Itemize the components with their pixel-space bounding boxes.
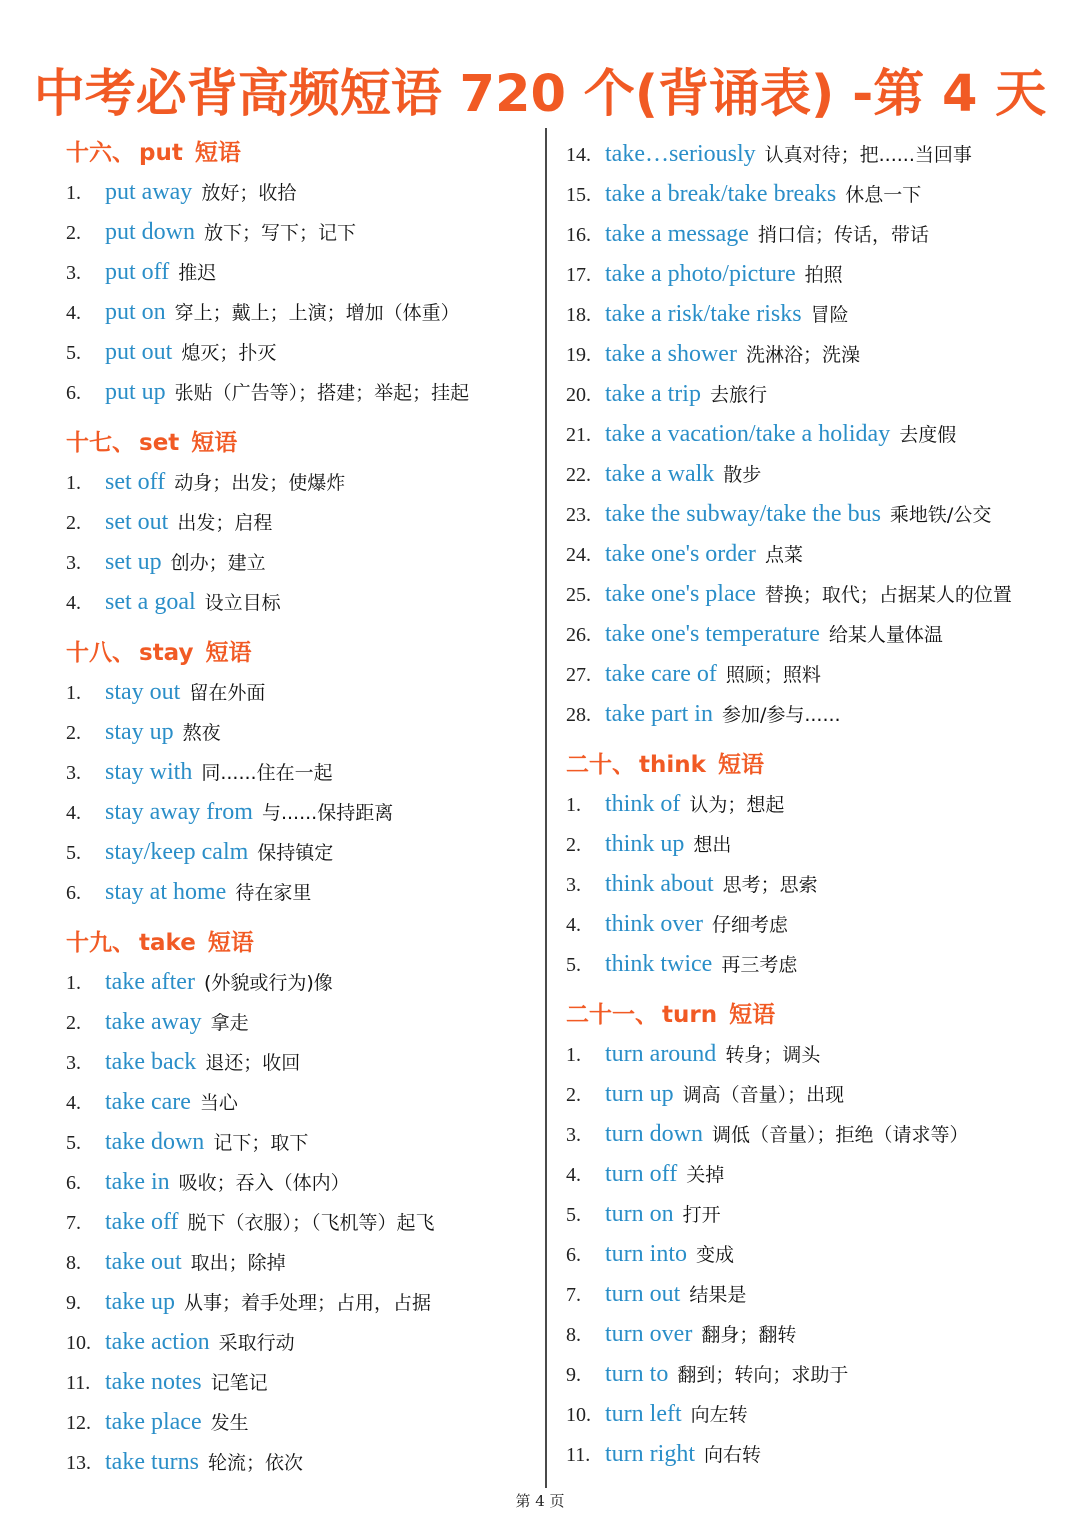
english-phrase: take care of xyxy=(605,661,717,687)
phrase-item xyxy=(566,1314,1066,1354)
chinese-meaning: 去度假 xyxy=(899,424,957,446)
phrase-item xyxy=(66,1202,536,1242)
phrase-item xyxy=(566,414,1066,454)
chinese-meaning: 捎口信；传话，带话 xyxy=(757,224,929,246)
chinese-meaning: 取出；除掉 xyxy=(190,1252,286,1274)
phrase-item xyxy=(566,1154,1066,1194)
item-number: 5. xyxy=(66,1132,81,1154)
section-keyword: take xyxy=(139,930,196,956)
chinese-meaning: 点菜 xyxy=(764,544,803,566)
item-number: 3. xyxy=(566,1124,581,1146)
phrase-item xyxy=(566,294,1066,334)
item-number: 26. xyxy=(566,624,591,646)
item-number: 6. xyxy=(66,1172,81,1194)
english-phrase: think of xyxy=(605,791,681,817)
chinese-meaning: 调高（音量）；出现 xyxy=(682,1084,845,1106)
phrase-item xyxy=(66,1042,536,1082)
english-phrase: take one's order xyxy=(605,541,756,567)
item-number: 3. xyxy=(66,262,81,284)
english-phrase: take down xyxy=(105,1129,205,1155)
phrase-item xyxy=(566,784,1066,824)
chinese-meaning: 拿走 xyxy=(210,1012,249,1034)
english-phrase: turn down xyxy=(605,1121,703,1147)
item-number: 4. xyxy=(66,802,81,824)
chinese-meaning: 休息一下 xyxy=(845,184,922,206)
phrase-item xyxy=(566,254,1066,294)
english-phrase: set up xyxy=(105,549,162,575)
column-divider xyxy=(545,128,547,1488)
chinese-meaning: 乘地铁/公交 xyxy=(889,504,992,526)
phrase-item xyxy=(66,792,536,832)
phrase-item xyxy=(66,962,536,1002)
section-number: 二十、 xyxy=(566,752,635,778)
item-number: 4. xyxy=(66,302,81,324)
phrase-item xyxy=(566,134,1066,174)
phrase-item xyxy=(66,1242,536,1282)
item-number: 18. xyxy=(566,304,591,326)
phrase-item xyxy=(566,694,1066,734)
section-heading-put xyxy=(66,134,536,172)
phrase-item xyxy=(566,1434,1066,1474)
chinese-meaning: 翻身；翻转 xyxy=(701,1324,797,1346)
item-number: 24. xyxy=(566,544,591,566)
chinese-meaning: 与......保持距离 xyxy=(261,802,394,824)
phrase-item xyxy=(66,1162,536,1202)
english-phrase: take a vacation/take a holiday xyxy=(605,421,891,447)
item-number: 4. xyxy=(566,914,581,936)
section-heading-turn xyxy=(566,996,1066,1034)
phrase-item xyxy=(566,824,1066,864)
item-number: 5. xyxy=(566,954,581,976)
english-phrase: stay with xyxy=(105,759,193,785)
chinese-meaning: 变成 xyxy=(696,1244,735,1266)
section-number: 十七、 xyxy=(66,430,135,456)
item-number: 17. xyxy=(566,264,591,286)
english-phrase: stay/keep calm xyxy=(105,839,249,865)
page-title: 中考必背高频短语 720 个(背诵表) -第 4 天 xyxy=(33,65,1047,124)
english-phrase: turn off xyxy=(605,1161,678,1187)
chinese-meaning: 翻到；转向；求助于 xyxy=(677,1364,849,1386)
item-number: 22. xyxy=(566,464,591,486)
english-phrase: think about xyxy=(605,871,714,897)
english-phrase: take a break/take breaks xyxy=(605,181,837,207)
chinese-meaning: 参加/参与...... xyxy=(721,704,841,726)
item-number: 8. xyxy=(566,1324,581,1346)
phrase-item xyxy=(566,904,1066,944)
item-number: 21. xyxy=(566,424,591,446)
english-phrase: take turns xyxy=(105,1449,199,1475)
item-number: 2. xyxy=(66,1012,81,1034)
chinese-meaning: 去旅行 xyxy=(709,384,767,406)
phrase-item xyxy=(66,172,536,212)
english-phrase: stay away from xyxy=(105,799,253,825)
phrase-item xyxy=(66,832,536,872)
item-number: 1. xyxy=(566,794,581,816)
section-keyword: stay xyxy=(139,640,194,666)
section-suffix: 短语 xyxy=(717,752,764,778)
item-number: 1. xyxy=(66,682,81,704)
english-phrase: take after xyxy=(105,969,195,995)
item-number: 12. xyxy=(66,1412,91,1434)
phrase-item xyxy=(66,252,536,292)
phrase-item xyxy=(566,614,1066,654)
english-phrase: take a trip xyxy=(605,381,701,407)
section-heading-stay xyxy=(66,634,536,672)
english-phrase: put out xyxy=(105,339,173,365)
english-phrase: turn over xyxy=(605,1321,693,1347)
item-number: 1. xyxy=(566,1044,581,1066)
english-phrase: stay out xyxy=(105,679,181,705)
chinese-meaning: 记笔记 xyxy=(210,1372,268,1394)
chinese-meaning: 同......住在一起 xyxy=(201,762,333,784)
phrase-item xyxy=(566,654,1066,694)
english-phrase: take part in xyxy=(605,701,713,727)
chinese-meaning: 保持镇定 xyxy=(257,842,334,864)
english-phrase: take place xyxy=(105,1409,202,1435)
item-number: 6. xyxy=(66,382,81,404)
english-phrase: think twice xyxy=(605,951,713,977)
item-number: 1. xyxy=(66,972,81,994)
chinese-meaning: 创办；建立 xyxy=(170,552,266,574)
phrase-item xyxy=(66,582,536,622)
chinese-meaning: (外貌或行为)像 xyxy=(203,972,333,994)
phrase-item xyxy=(566,174,1066,214)
chinese-meaning: 仔细考虑 xyxy=(711,914,788,936)
item-number: 25. xyxy=(566,584,591,606)
english-phrase: put on xyxy=(105,299,166,325)
phrase-item xyxy=(66,372,536,412)
english-phrase: turn out xyxy=(605,1281,681,1307)
item-number: 2. xyxy=(566,834,581,856)
phrase-item xyxy=(66,1002,536,1042)
english-phrase: put off xyxy=(105,259,170,285)
section-keyword: set xyxy=(139,430,180,456)
chinese-meaning: 出发；启程 xyxy=(177,512,273,534)
chinese-meaning: 给某人量体温 xyxy=(828,624,943,646)
phrase-item xyxy=(66,1082,536,1122)
chinese-meaning: 动身；出发；使爆炸 xyxy=(174,472,346,494)
chinese-meaning: 轮流；依次 xyxy=(207,1452,303,1474)
phrase-item xyxy=(66,1362,536,1402)
english-phrase: take out xyxy=(105,1249,182,1275)
item-number: 4. xyxy=(66,592,81,614)
item-number: 4. xyxy=(66,1092,81,1114)
chinese-meaning: 吸收；吞入（体内） xyxy=(178,1172,350,1194)
section-keyword: put xyxy=(139,140,183,166)
section-number: 二十一、 xyxy=(566,1002,658,1028)
english-phrase: take a shower xyxy=(605,341,737,367)
item-number: 3. xyxy=(66,1052,81,1074)
english-phrase: take off xyxy=(105,1209,179,1235)
phrase-item xyxy=(566,574,1066,614)
page-number: 第 4 页 xyxy=(515,1492,565,1510)
phrase-item xyxy=(566,1394,1066,1434)
english-phrase: turn around xyxy=(605,1041,717,1067)
item-number: 8. xyxy=(66,1252,81,1274)
phrase-item xyxy=(66,1282,536,1322)
chinese-meaning: 照顾；照料 xyxy=(725,664,821,686)
phrase-item xyxy=(566,214,1066,254)
item-number: 5. xyxy=(66,842,81,864)
item-number: 27. xyxy=(566,664,591,686)
english-phrase: take a walk xyxy=(605,461,715,487)
item-number: 13. xyxy=(66,1452,91,1474)
phrase-item xyxy=(566,454,1066,494)
item-number: 11. xyxy=(66,1372,91,1394)
english-phrase: stay at home xyxy=(105,879,227,905)
english-phrase: turn to xyxy=(605,1361,669,1387)
chinese-meaning: 打开 xyxy=(682,1204,721,1226)
section-number: 十八、 xyxy=(66,640,135,666)
english-phrase: take one's place xyxy=(605,581,756,607)
phrase-item xyxy=(66,502,536,542)
phrase-item xyxy=(566,1234,1066,1274)
english-phrase: take back xyxy=(105,1049,197,1075)
phrase-item xyxy=(566,1034,1066,1074)
section-suffix: 短语 xyxy=(194,140,241,166)
phrase-item xyxy=(566,1274,1066,1314)
chinese-meaning: 替换；取代；占据某人的位置 xyxy=(764,584,1012,606)
english-phrase: turn up xyxy=(605,1081,674,1107)
english-phrase: take the subway/take the bus xyxy=(605,501,881,527)
english-phrase: turn left xyxy=(605,1401,682,1427)
section-keyword: think xyxy=(639,752,706,778)
section-suffix: 短语 xyxy=(191,430,238,456)
section-keyword: turn xyxy=(662,1002,718,1028)
right-column xyxy=(566,134,1066,1474)
item-number: 10. xyxy=(566,1404,591,1426)
chinese-meaning: 放下；写下；记下 xyxy=(204,222,357,244)
english-phrase: set out xyxy=(105,509,169,535)
chinese-meaning: 熬夜 xyxy=(182,722,221,744)
english-phrase: put away xyxy=(105,179,193,205)
item-number: 7. xyxy=(66,1212,81,1234)
item-number: 11. xyxy=(566,1444,591,1466)
chinese-meaning: 留在外面 xyxy=(189,682,266,704)
section-suffix: 短语 xyxy=(205,640,252,666)
phrase-item xyxy=(66,872,536,912)
english-phrase: take one's temperature xyxy=(605,621,820,647)
chinese-meaning: 再三考虑 xyxy=(721,954,798,976)
chinese-meaning: 关掉 xyxy=(686,1164,725,1186)
item-number: 2. xyxy=(566,1084,581,1106)
chinese-meaning: 熄灭；扑灭 xyxy=(181,342,277,364)
item-number: 2. xyxy=(66,722,81,744)
item-number: 23. xyxy=(566,504,591,526)
english-phrase: take a photo/picture xyxy=(605,261,796,287)
phrase-item xyxy=(566,944,1066,984)
english-phrase: turn on xyxy=(605,1201,674,1227)
chinese-meaning: 向左转 xyxy=(690,1404,748,1426)
chinese-meaning: 推迟 xyxy=(178,262,217,284)
chinese-meaning: 拍照 xyxy=(804,264,843,286)
phrase-item xyxy=(566,534,1066,574)
chinese-meaning: 张贴（广告等）；搭建；举起；挂起 xyxy=(174,382,470,404)
english-phrase: stay up xyxy=(105,719,174,745)
chinese-meaning: 穿上；戴上；上演；增加（体重） xyxy=(174,302,460,324)
phrase-item xyxy=(566,1354,1066,1394)
item-number: 6. xyxy=(66,882,81,904)
english-phrase: turn into xyxy=(605,1241,687,1267)
item-number: 3. xyxy=(66,552,81,574)
phrase-item xyxy=(66,752,536,792)
english-phrase: set a goal xyxy=(105,589,196,615)
item-number: 2. xyxy=(66,512,81,534)
item-number: 20. xyxy=(566,384,591,406)
english-phrase: turn right xyxy=(605,1441,695,1467)
phrase-item xyxy=(566,374,1066,414)
english-phrase: take notes xyxy=(105,1369,202,1395)
section-heading-take xyxy=(66,924,536,962)
english-phrase: take a risk/take risks xyxy=(605,301,802,327)
english-phrase: take in xyxy=(105,1169,170,1195)
item-number: 3. xyxy=(566,874,581,896)
phrase-item xyxy=(66,292,536,332)
chinese-meaning: 想出 xyxy=(693,834,732,856)
chinese-meaning: 发生 xyxy=(210,1412,249,1434)
item-number: 10. xyxy=(66,1332,91,1354)
chinese-meaning: 设立目标 xyxy=(204,592,281,614)
phrase-item xyxy=(566,864,1066,904)
phrase-item xyxy=(566,1194,1066,1234)
english-phrase: think up xyxy=(605,831,685,857)
chinese-meaning: 思考；思索 xyxy=(722,874,818,896)
item-number: 1. xyxy=(66,182,81,204)
phrase-item xyxy=(66,672,536,712)
english-phrase: take away xyxy=(105,1009,202,1035)
item-number: 9. xyxy=(66,1292,81,1314)
item-number: 5. xyxy=(566,1204,581,1226)
phrase-item xyxy=(566,494,1066,534)
phrase-item xyxy=(66,712,536,752)
left-column xyxy=(66,134,536,1482)
item-number: 7. xyxy=(566,1284,581,1306)
chinese-meaning: 散步 xyxy=(723,464,762,486)
chinese-meaning: 采取行动 xyxy=(218,1332,295,1354)
phrase-item xyxy=(66,332,536,372)
chinese-meaning: 调低（音量）；拒绝（请求等） xyxy=(712,1124,969,1146)
english-phrase: set off xyxy=(105,469,166,495)
phrase-item xyxy=(66,1402,536,1442)
chinese-meaning: 冒险 xyxy=(810,304,849,326)
english-phrase: take a message xyxy=(605,221,749,247)
chinese-meaning: 认真对待；把......当回事 xyxy=(764,144,972,166)
section-heading-set xyxy=(66,424,536,462)
phrase-item xyxy=(66,1442,536,1482)
chinese-meaning: 从事；着手处理；占用，占据 xyxy=(183,1292,431,1314)
chinese-meaning: 退还；收回 xyxy=(205,1052,301,1074)
chinese-meaning: 向右转 xyxy=(704,1444,762,1466)
item-number: 9. xyxy=(566,1364,581,1386)
chinese-meaning: 转身；调头 xyxy=(725,1044,821,1066)
item-number: 15. xyxy=(566,184,591,206)
chinese-meaning: 放好；收拾 xyxy=(201,182,297,204)
english-phrase: take care xyxy=(105,1089,191,1115)
chinese-meaning: 洗淋浴；洗澡 xyxy=(745,344,860,366)
item-number: 28. xyxy=(566,704,591,726)
item-number: 19. xyxy=(566,344,591,366)
chinese-meaning: 结果是 xyxy=(689,1284,747,1306)
item-number: 6. xyxy=(566,1244,581,1266)
item-number: 4. xyxy=(566,1164,581,1186)
section-number: 十六、 xyxy=(66,140,135,166)
chinese-meaning: 待在家里 xyxy=(235,882,312,904)
phrase-item xyxy=(566,334,1066,374)
item-number: 14. xyxy=(566,144,591,166)
item-number: 1. xyxy=(66,472,81,494)
section-number: 十九、 xyxy=(66,930,135,956)
english-phrase: put up xyxy=(105,379,166,405)
phrase-item xyxy=(66,212,536,252)
section-suffix: 短语 xyxy=(207,930,254,956)
phrase-item xyxy=(66,462,536,502)
english-phrase: take action xyxy=(105,1329,210,1355)
chinese-meaning: 记下；取下 xyxy=(213,1132,309,1154)
english-phrase: take…seriously xyxy=(605,141,756,167)
phrase-item xyxy=(566,1074,1066,1114)
phrase-item xyxy=(566,1114,1066,1154)
english-phrase: take up xyxy=(105,1289,175,1315)
section-suffix: 短语 xyxy=(729,1002,776,1028)
item-number: 16. xyxy=(566,224,591,246)
chinese-meaning: 脱下（衣服）；（飞机等）起飞 xyxy=(187,1212,435,1234)
item-number: 5. xyxy=(66,342,81,364)
chinese-meaning: 认为；想起 xyxy=(689,794,785,816)
item-number: 3. xyxy=(66,762,81,784)
phrase-item xyxy=(66,542,536,582)
phrase-item xyxy=(66,1122,536,1162)
english-phrase: put down xyxy=(105,219,195,245)
english-phrase: think over xyxy=(605,911,703,937)
chinese-meaning: 当心 xyxy=(199,1092,238,1114)
item-number: 2. xyxy=(66,222,81,244)
section-heading-think xyxy=(566,746,1066,784)
phrase-item xyxy=(66,1322,536,1362)
